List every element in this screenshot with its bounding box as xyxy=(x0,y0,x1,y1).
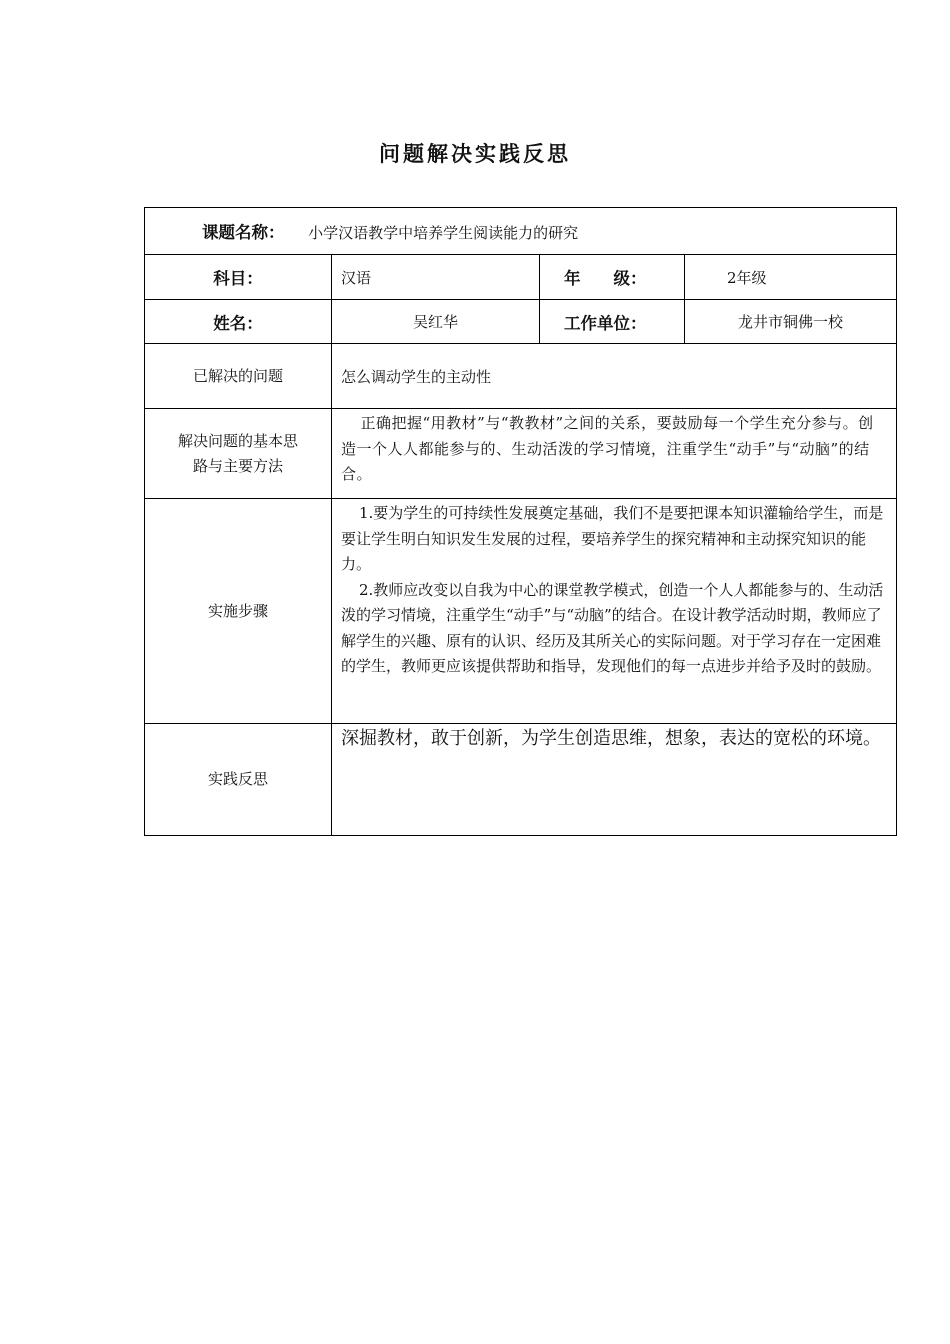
name-label: 姓名： xyxy=(213,313,263,333)
approach-label-line1: 解决问题的基本思 xyxy=(177,431,298,450)
approach-label-cell xyxy=(145,409,332,499)
solved-problem-row xyxy=(145,344,897,409)
workplace-label: 工作单位： xyxy=(564,313,647,333)
workplace-value-cell xyxy=(685,300,897,344)
workplace-label-cell xyxy=(540,300,685,344)
steps-item-1: 1.要为学生的可持续性发展奠定基础，我们不是要把课本知识灌输给学生，而是要让学生明白知识发生发展的过程，要培养学生的探究精神和主动探究知识的能力。 xyxy=(341,504,884,573)
steps-row xyxy=(145,499,897,724)
reflection-form-table xyxy=(144,207,897,836)
grade-label-cell xyxy=(540,255,685,300)
approach-row xyxy=(145,409,897,499)
topic-value: 小学汉语教学中培养学生阅读能力的研究 xyxy=(308,224,579,242)
name-label-cell xyxy=(145,300,332,344)
reflection-row xyxy=(145,724,897,836)
reflection-label: 实践反思 xyxy=(207,770,268,788)
subject-value: 汉语 xyxy=(341,268,372,287)
name-workplace-row xyxy=(145,300,897,344)
subject-grade-row xyxy=(145,255,897,300)
approach-label-line2: 路与主要方法 xyxy=(192,456,283,475)
subject-value-cell xyxy=(332,255,540,300)
topic-row xyxy=(145,208,897,255)
steps-value-cell xyxy=(332,499,897,724)
steps-item-2: 2.教师应改变以自我为中心的课堂教学模式，创造一个人人都能参与的、生动活泼的学习情境，注重学生“动手”与“动脑”的结合。在设计教学活动时期，教师应了解学生的兴趣、原有的认识、经历及其所关心的实际问题。对于学习存在一定困难的学生，教师更应该提供帮助和指导，发现他们的每一点进步并给予及时的鼓励。 xyxy=(341,580,884,675)
grade-value: 2年级 xyxy=(727,268,767,287)
reflection-label-cell xyxy=(145,724,332,836)
solved-problem-value-cell xyxy=(332,344,897,409)
reflection-value-cell xyxy=(332,724,897,836)
grade-value-cell xyxy=(685,255,897,300)
reflection-value: 深掘教材，敢于创新，为学生创造思维，想象，表达的宽松的环境。 xyxy=(341,728,881,749)
topic-cell xyxy=(145,208,897,255)
approach-value-cell xyxy=(332,409,897,499)
subject-label: 科目： xyxy=(213,269,263,288)
steps-label: 实施步骤 xyxy=(207,601,268,620)
solved-problem-label: 已解决的问题 xyxy=(192,366,283,385)
name-value: 吴红华 xyxy=(412,313,458,331)
solved-problem-value: 怎么调动学生的主动性 xyxy=(341,367,492,386)
grade-label: 年 级： xyxy=(564,269,647,288)
name-value-cell xyxy=(332,300,540,344)
steps-label-cell xyxy=(145,499,332,724)
document-title: 问题解决实践反思 xyxy=(379,142,571,166)
workplace-value: 龙井市铜佛一校 xyxy=(738,313,844,331)
topic-label: 课题名称： xyxy=(202,223,285,242)
approach-value: 正确把握“用教材”与“教教材”之间的关系，要鼓励每一个学生充分参与。创造一个人人都能参与的、生动活泼的学习情境，注重学生“动手”与“动脑”的结合。 xyxy=(341,414,874,483)
solved-problem-label-cell xyxy=(145,344,332,409)
subject-label-cell xyxy=(145,255,332,300)
